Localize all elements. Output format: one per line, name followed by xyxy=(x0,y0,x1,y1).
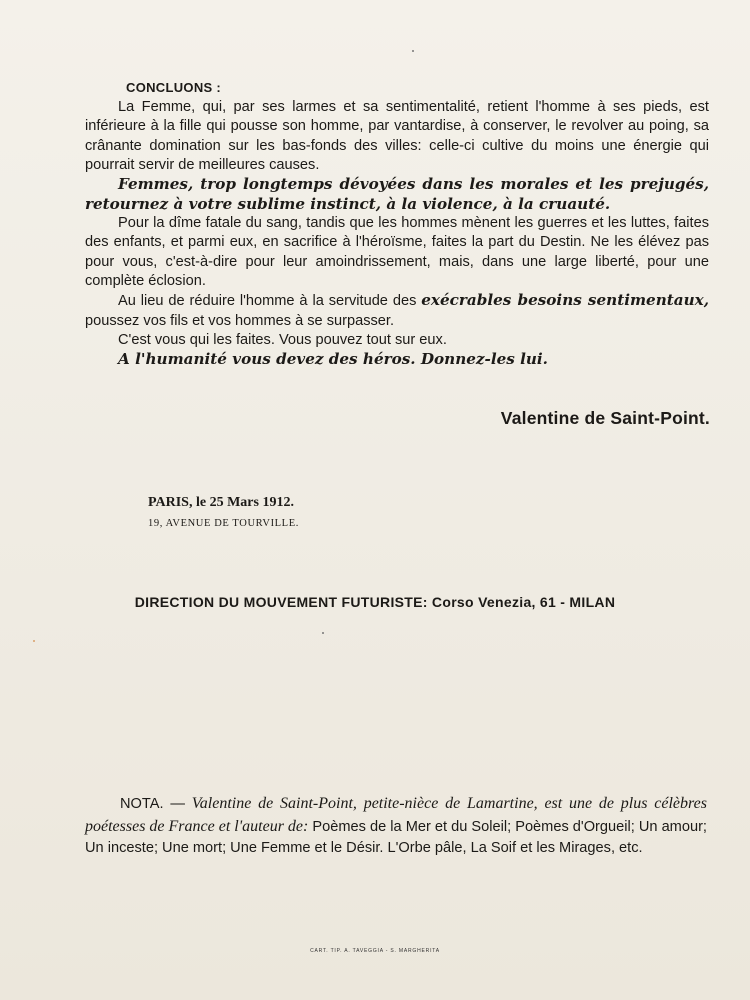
paper-speck xyxy=(33,640,35,642)
address: 19, AVENUE DE TOURVILLE. xyxy=(148,518,299,529)
paper-speck xyxy=(412,50,414,52)
heading-concluons: CONCLUONS : xyxy=(126,80,222,95)
printer-imprint: CART. TIP. A. TAVEGGIA - S. MARGHERITA xyxy=(310,948,440,954)
paragraph-4 xyxy=(85,291,709,331)
nota-italic: Valentine de Saint-Point, petite-nièce de Lamartine, est une de plus célèbres poétesses de France et l'auteur de: xyxy=(85,795,707,835)
paper-speck xyxy=(322,632,324,634)
paragraph-4-start: Au lieu de réduire l'homme à la servitude des xyxy=(118,293,422,310)
direction-line: DIRECTION DU MOUVEMENT FUTURISTE: Corso Venezia, 61 - MILAN xyxy=(134,594,616,610)
paragraph-2-callout: Femmes, trop longtemps dévoyées dans les morales et les prejugés, retournez à votre sublime instinct, à la violence, à la cruauté. xyxy=(85,175,709,213)
nota-works: Poèmes de la Mer et du Soleil; Poèmes d'Orgueil; Un amour; Un inceste; Une mort; Une Femme et le Désir. L'Orbe pâle, La Soif et les Mirages, etc. xyxy=(85,818,707,856)
nota-paragraph xyxy=(85,793,707,860)
paragraph-1: La Femme, qui, par ses larmes et sa sentimentalité, retient l'homme à ses pieds, est inférieure à la fille qui pousse son homme, par vantardise, à conserver, le revolver au poing, sa crânante domination sur les bas-fonds des villes: celle-ci cultive du moins une énergie qui pourrait servir de meilleures causes. xyxy=(85,99,709,173)
paragraph-4-end: poussez vos fils et vos hommes à se surpasser. xyxy=(85,312,395,329)
paragraph-3: Pour la dîme fatale du sang, tandis que les hommes mènent les guerres et les luttes, faites des enfants, et parmi eux, en sacrifice à l'héroïsme, faites la part du Destin. Ne les élévez pas pour vous, c'est-à-dire pour leur amoindrissement, mais, dans une large liberté, pour une complète éclosion. xyxy=(85,215,709,290)
paragraph-5: C'est vous qui les faites. Vous pouvez tout sur eux. xyxy=(118,331,447,348)
signature: Valentine de Saint-Point. xyxy=(500,408,710,428)
nota-label: NOTA. — xyxy=(120,796,192,812)
dateline: PARIS, le 25 Mars 1912. xyxy=(148,495,294,510)
body-text xyxy=(85,98,709,370)
paragraph-6-callout: A l'humanité vous devez des héros. Donnez-les lui. xyxy=(118,350,548,369)
paragraph-4-bold: exécrables besoins sentimentaux, xyxy=(421,291,709,310)
